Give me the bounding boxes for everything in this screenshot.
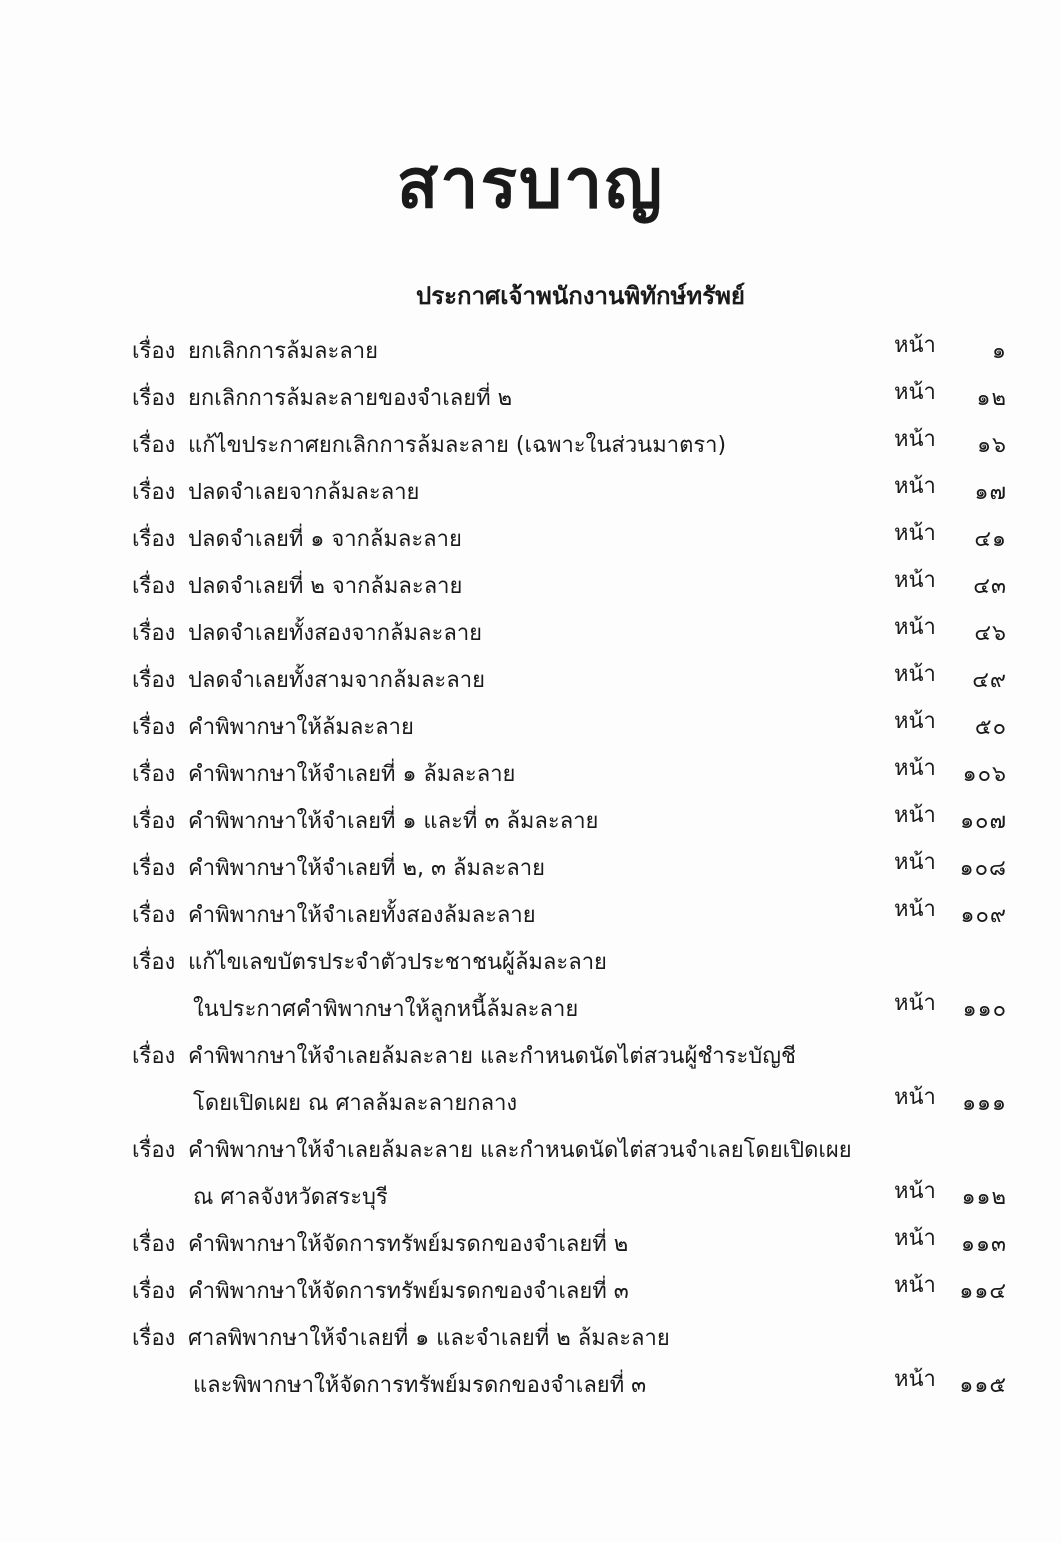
page-number: ๑๖ (977, 433, 1007, 458)
entry-title: แก้ไขเลขบัตรประจำตัวประชาชนผู้ล้มละลาย (188, 950, 607, 975)
entry-title: ปลดจำเลยทั้งสองจากล้มละลาย (188, 621, 483, 646)
toc-entry-line (0, 1315, 1061, 1362)
page-label: หน้า (894, 991, 936, 1016)
toc-entry (0, 469, 1061, 516)
toc-entry (0, 657, 1061, 704)
toc-entry (0, 1315, 1061, 1409)
entry-title: ศาลพิพากษาให้จำเลยที่ ๑ และจำเลยที่ ๒ ล้มละลาย (188, 1326, 670, 1351)
toc-entry (0, 563, 1061, 610)
toc-entry-line (0, 1221, 1061, 1268)
page-number: ๕๐ (974, 715, 1007, 740)
entry-label: เรื่อง (132, 1326, 176, 1351)
entry-label: เรื่อง (132, 1232, 176, 1257)
page-title: สารบาญ (396, 145, 665, 224)
toc-entry (0, 610, 1061, 657)
toc-entry (0, 939, 1061, 1033)
entry-title-continuation: โดยเปิดเผย ณ ศาลล้มละลายกลาง (193, 1091, 518, 1116)
page-label: หน้า (894, 1179, 936, 1204)
page-number: ๑๑๐ (962, 997, 1007, 1022)
entry-label: เรื่อง (132, 574, 176, 599)
page-number: ๑๑๔ (959, 1279, 1007, 1304)
toc-entry (0, 422, 1061, 469)
table-of-contents (0, 328, 1061, 1409)
toc-entry-line (0, 798, 1061, 845)
entry-title: คำพิพากษาให้จัดการทรัพย์มรดกของจำเลยที่ ๓ (188, 1279, 629, 1304)
page-label: หน้า (894, 427, 936, 452)
toc-entry-line (0, 1268, 1061, 1315)
entry-title: ปลดจำเลยจากล้มละลาย (188, 480, 420, 505)
page-label: หน้า (894, 380, 936, 405)
entry-title: คำพิพากษาให้จำเลยล้มละลาย และกำหนดนัดไต่สวนผู้ชำระบัญชี (188, 1044, 796, 1069)
entry-label: เรื่อง (132, 1138, 176, 1163)
page-label: หน้า (894, 756, 936, 781)
page-number: ๑๑๓ (961, 1232, 1007, 1257)
page-number: ๔๓ (973, 574, 1007, 599)
page-label: หน้า (894, 662, 936, 687)
entry-label: เรื่อง (132, 903, 176, 928)
entry-label: เรื่อง (132, 809, 176, 834)
toc-entry-line (0, 845, 1061, 892)
toc-entry-continuation-line (0, 1174, 1061, 1221)
entry-label: เรื่อง (132, 527, 176, 552)
entry-title: คำพิพากษาให้ล้มละลาย (188, 715, 414, 740)
entry-title: ยกเลิกการล้มละลายของจำเลยที่ ๒ (188, 386, 513, 411)
page-label: หน้า (894, 1226, 936, 1251)
toc-entry (0, 892, 1061, 939)
toc-entry-line (0, 328, 1061, 375)
page-number: ๑๐๗ (960, 809, 1007, 834)
page-number: ๑๐๘ (959, 856, 1007, 881)
toc-entry-line (0, 657, 1061, 704)
entry-label: เรื่อง (132, 386, 176, 411)
section-heading: ประกาศเจ้าพนักงานพิทักษ์ทรัพย์ (416, 282, 745, 310)
toc-entry (0, 751, 1061, 798)
page-label: หน้า (894, 568, 936, 593)
page-number: ๑๐๖ (962, 762, 1007, 787)
entry-label: เรื่อง (132, 668, 176, 693)
page-number: ๑๑๑ (962, 1091, 1007, 1116)
toc-entry (0, 1127, 1061, 1221)
toc-entry-line (0, 610, 1061, 657)
toc-entry-line (0, 422, 1061, 469)
entry-title: คำพิพากษาให้จัดการทรัพย์มรดกของจำเลยที่ ๒ (188, 1232, 629, 1257)
page-number: ๑๒ (976, 386, 1007, 411)
page-label: หน้า (894, 333, 936, 358)
toc-entry-line (0, 1127, 1061, 1174)
page-number: ๔๙ (972, 668, 1007, 693)
entry-label: เรื่อง (132, 339, 176, 364)
page-label: หน้า (894, 474, 936, 499)
entry-label: เรื่อง (132, 480, 176, 505)
page-number: ๔๖ (974, 621, 1007, 646)
entry-title-continuation: ณ ศาลจังหวัดสระบุรี (193, 1185, 388, 1210)
entry-label: เรื่อง (132, 1044, 176, 1069)
toc-entry (0, 704, 1061, 751)
entry-title: ปลดจำเลยทั้งสามจากล้มละลาย (188, 668, 485, 693)
toc-entry-line (0, 892, 1061, 939)
entry-label: เรื่อง (132, 1279, 176, 1304)
page-label: หน้า (894, 615, 936, 640)
page-number: ๑๑๕ (959, 1373, 1007, 1398)
toc-entry (0, 328, 1061, 375)
page-label: หน้า (894, 1085, 936, 1110)
entry-title: ยกเลิกการล้มละลาย (188, 339, 379, 364)
toc-entry (0, 1221, 1061, 1268)
page-number: ๑๑๒ (961, 1185, 1007, 1210)
page-label: หน้า (894, 897, 936, 922)
toc-entry (0, 375, 1061, 422)
page-number: ๑๐๙ (960, 903, 1007, 928)
entry-title: ปลดจำเลยที่ ๑ จากล้มละลาย (188, 527, 462, 552)
toc-entry-continuation-line (0, 1080, 1061, 1127)
entry-title-continuation: ในประกาศคำพิพากษาให้ลูกหนี้ล้มละลาย (193, 997, 579, 1022)
toc-entry (0, 845, 1061, 892)
entry-label: เรื่อง (132, 433, 176, 458)
entry-label: เรื่อง (132, 762, 176, 787)
toc-entry (0, 1033, 1061, 1127)
entry-label: เรื่อง (132, 621, 176, 646)
toc-entry-line (0, 516, 1061, 563)
toc-entry-line (0, 751, 1061, 798)
toc-entry-line (0, 704, 1061, 751)
entry-title: คำพิพากษาให้จำเลยที่ ๑ และที่ ๓ ล้มละลาย (188, 809, 599, 834)
page-number: ๑ (992, 339, 1007, 364)
page-number: ๔๑ (974, 527, 1007, 552)
entry-label: เรื่อง (132, 950, 176, 975)
page-label: หน้า (894, 1367, 936, 1392)
toc-entry (0, 1268, 1061, 1315)
toc-entry-continuation-line (0, 986, 1061, 1033)
toc-entry-line (0, 375, 1061, 422)
toc-entry (0, 516, 1061, 563)
entry-label: เรื่อง (132, 856, 176, 881)
page-label: หน้า (894, 850, 936, 875)
page-label: หน้า (894, 709, 936, 734)
entry-title: คำพิพากษาให้จำเลยที่ ๑ ล้มละลาย (188, 762, 516, 787)
toc-entry-continuation-line (0, 1362, 1061, 1409)
entry-title: คำพิพากษาให้จำเลยทั้งสองล้มละลาย (188, 903, 536, 928)
entry-title: ปลดจำเลยที่ ๒ จากล้มละลาย (188, 574, 463, 599)
toc-entry-line (0, 1033, 1061, 1080)
toc-entry-line (0, 563, 1061, 610)
toc-entry (0, 798, 1061, 845)
entry-title-continuation: และพิพากษาให้จัดการทรัพย์มรดกของจำเลยที่ ๓ (193, 1373, 647, 1398)
toc-entry-line (0, 939, 1061, 986)
page-number: ๑๗ (974, 480, 1007, 505)
page-label: หน้า (894, 521, 936, 546)
entry-title: คำพิพากษาให้จำเลยล้มละลาย และกำหนดนัดไต่สวนจำเลยโดยเปิดเผย (188, 1138, 852, 1163)
toc-entry-line (0, 469, 1061, 516)
entry-label: เรื่อง (132, 715, 176, 740)
page-label: หน้า (894, 803, 936, 828)
page-label: หน้า (894, 1273, 936, 1298)
entry-title: คำพิพากษาให้จำเลยที่ ๒, ๓ ล้มละลาย (188, 856, 546, 881)
entry-title: แก้ไขประกาศยกเลิกการล้มละลาย (เฉพาะในส่วนมาตรา) (188, 433, 727, 458)
